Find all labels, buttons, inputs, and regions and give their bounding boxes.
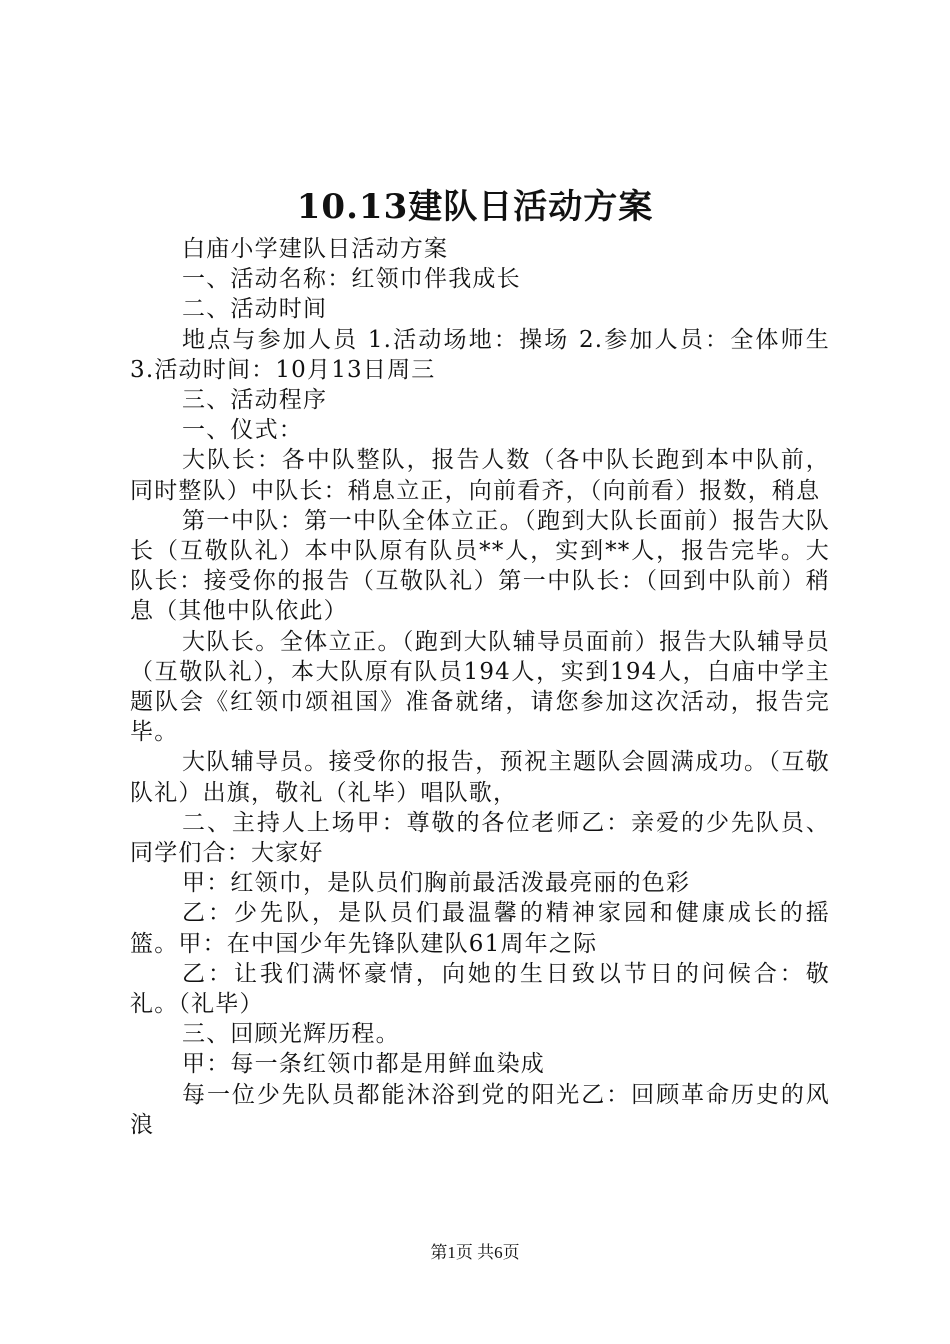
paragraph: 每一位少先队员都能沐浴到党的阳光乙：回顾革命历史的风浪	[130, 1081, 830, 1138]
document-title: 10.13建队日活动方案	[296, 187, 654, 227]
paragraph: 地点与参加人员 1.活动场地：操场 2.参加人员：全体师生 3.活动时间：10月13日周三	[130, 326, 830, 383]
paragraph: 一、仪式：	[182, 417, 303, 444]
paragraph: 大队长。全体立正。（跑到大队辅导员面前）报告大队辅导员（互敬队礼），本大队原有队员194人，实到194人，白庙中学主题队会《红领巾颂祖国》准备就绪，请您参加这次活动，报告完毕。	[130, 628, 830, 746]
paragraph: 乙：让我们满怀豪情，向她的生日致以节日的问候合：敬礼。（礼毕）	[130, 960, 830, 1018]
paragraph: 三、回顾光辉历程。	[182, 1021, 400, 1048]
paragraph: 一、活动名称：红领巾伴我成长	[182, 266, 521, 293]
paragraph: 二、活动时间	[182, 296, 328, 323]
paragraph: 甲：每一条红领巾都是用鲜血染成	[182, 1051, 545, 1078]
paragraph: 大队长：各中队整队，报告人数（各中队长跑到本中队前，同时整队）中队长：稍息立正，向前看齐，（向前看）报数，稍息	[130, 447, 830, 504]
paragraph: 乙：少先队，是队员们最温馨的精神家园和健康成长的摇篮。甲：在中国少年先锋队建队61周年之际	[130, 900, 830, 957]
paragraph: 白庙小学建队日活动方案	[182, 236, 449, 262]
paragraph: 甲：红领巾，是队员们胸前最活泼最亮丽的色彩	[182, 870, 691, 897]
paragraph: 二、主持人上场甲：尊敬的各位老师乙：亲爱的少先队员、同学们合：大家好	[130, 809, 830, 867]
paragraph: 大队辅导员。接受你的报告，预祝主题队会圆满成功。（互敬队礼）出旗，敬礼（礼毕）唱队歌，	[130, 749, 830, 806]
page-footer: 第1页 共6页	[430, 1243, 520, 1262]
paragraph: 三、活动程序	[182, 387, 328, 414]
document-body	[130, 234, 830, 1140]
paragraph: 第一中队：第一中队全体立正。（跑到大队长面前）报告大队长（互敬队礼）本中队原有队员**人，实到**人，报告完毕。大队长：接受你的报告（互敬队礼）第一中队长：（回到中队前）稍息（其他中队依此）	[130, 507, 830, 625]
